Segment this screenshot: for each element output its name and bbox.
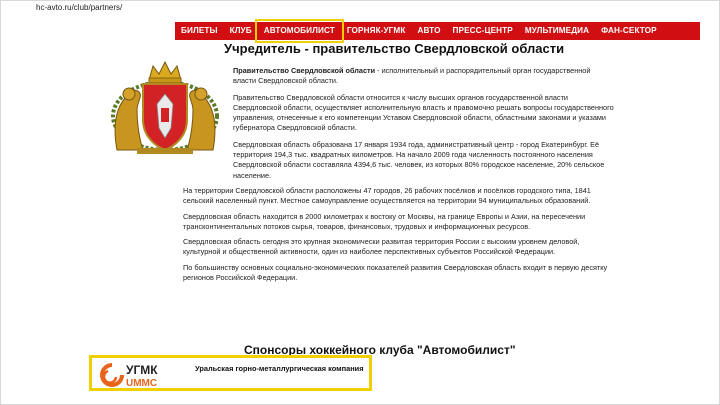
paragraph-government: Правительство Свердловской области относится к числу высших органов государственной власти Свердловской области, осуществляет исполнительную власть и правомочно решать вопросы государственного управления, отнесенные к его компетенции Уставом Свердловской области, областными законами и указами губернатора Свердловской области. xyxy=(233,92,614,133)
nav-item-tickets[interactable]: БИЛЕТЫ xyxy=(181,26,218,35)
intro-text: - исполнительный и распорядительный орган государственной власти Свердловской области. xyxy=(233,66,591,86)
main-content xyxy=(183,66,615,288)
intro-bold-text: Правительство Свердловской области xyxy=(233,66,376,75)
nav-item-avtomobilist[interactable]: АВТОМОБИЛИСТ xyxy=(258,22,341,40)
sponsor-name[interactable]: Уральская горно-металлургическая компания xyxy=(195,364,364,373)
paragraph-intro xyxy=(183,66,615,87)
page-title: Учредитель - правительство Свердловской области xyxy=(224,41,565,56)
nav-item-avto[interactable]: АВТО xyxy=(417,26,441,35)
nav-item-fan-sector[interactable]: ФАН-СЕКТОР xyxy=(601,26,657,35)
paragraph-formation: Свердловская область образована 17 января 1934 года, административный центр - город Екатеринбург. Её территория 194,3 тыс. квадратных километров. На начало 2009 года численность постоянного населения Свердловской области составляла 4394,6 тыс. человек, из которых 80% городское население, 20% сельское население. xyxy=(233,139,605,180)
paragraph-economy: Свердловская область сегодня это крупная экономически развитая территория России с высоким уровнем деловой, культурной и общественной активности, один из наиболее перспективных субъектов Российской Федерации. xyxy=(183,237,580,257)
paragraph-location: Свердловская область находится в 2000 километрах к востоку от Москвы, на границе Европы и Азии, на пересечении трансконтинентальных потоков сырья, товаров, финансовых, трудовых и информационных ресурсов. xyxy=(183,211,586,231)
ugmk-logo-icon xyxy=(100,361,176,389)
main-navigation xyxy=(175,22,700,40)
sponsors-title: Спонсоры хоккейного клуба "Автомобилист" xyxy=(244,343,516,357)
sponsor-ugmk[interactable] xyxy=(89,355,372,391)
ugmk-logo-text-en: UMMC xyxy=(126,378,158,389)
nav-item-gornyak-ugmk[interactable]: ГОРНЯК-УГМК xyxy=(346,26,406,35)
paragraph-indicators: По большинству основных социально-экономических показателей развития Свердловская область входит в первую десятку регионов Российской Федерации. xyxy=(183,262,608,283)
ugmk-logo-text-ru: УГМК xyxy=(126,363,158,377)
nav-item-multimedia[interactable]: МУЛЬТИМЕДИА xyxy=(524,26,590,35)
address-bar-url[interactable]: hc-avto.ru/club/partners/ xyxy=(36,3,123,12)
nav-item-club[interactable]: КЛУБ xyxy=(229,26,252,35)
paragraph-settlements: На территории Свердловской области расположены 47 городов, 26 рабочих посёлков и посёлков городского типа, 1841 сельский населенный пункт. Местное самоуправление осуществляется на территории 94 муниципальных образований. xyxy=(183,185,591,206)
nav-item-press-center[interactable]: ПРЕСС-ЦЕНТР xyxy=(452,26,513,35)
